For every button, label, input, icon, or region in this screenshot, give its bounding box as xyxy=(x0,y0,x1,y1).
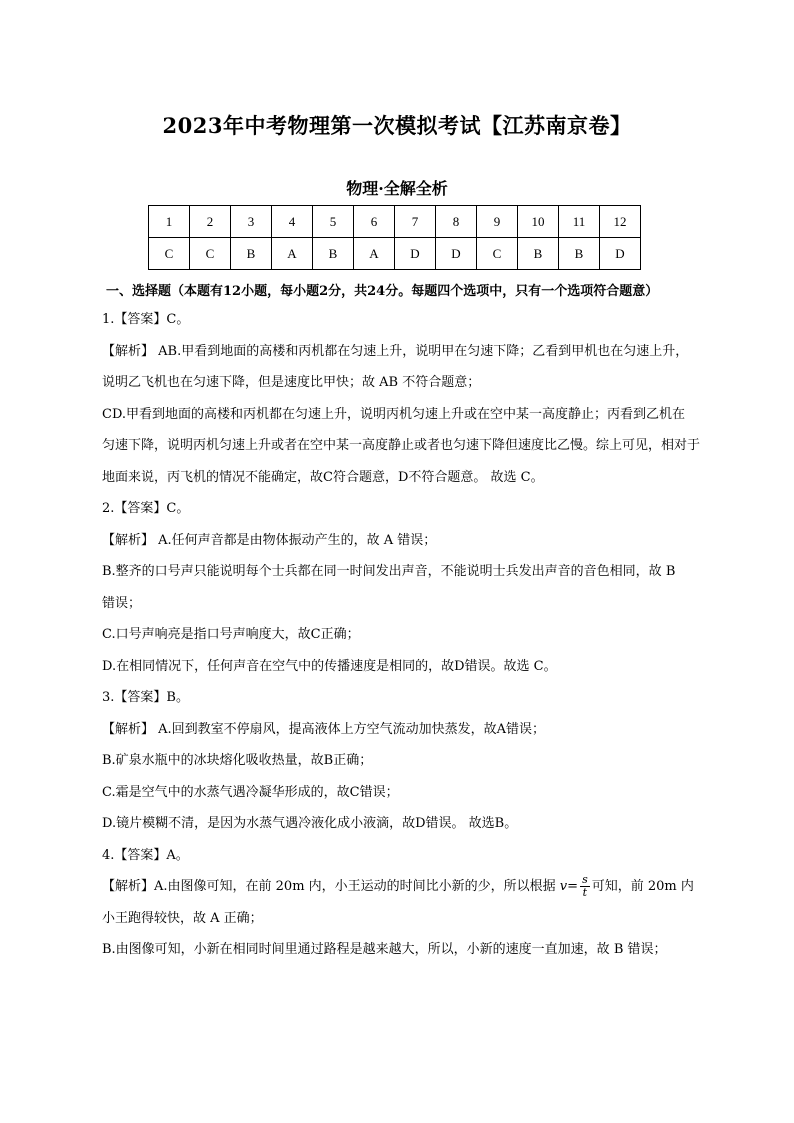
answer-cell: D xyxy=(395,238,436,270)
question-number-cell: 8 xyxy=(436,206,477,238)
analysis-text: 可知，前 20m 内 xyxy=(591,879,694,894)
answer-cell: B xyxy=(313,238,354,270)
analysis-line-with-formula xyxy=(102,871,706,903)
formula-denominator: t xyxy=(582,886,588,899)
formula-fraction xyxy=(580,874,590,899)
answer-table-answer-row xyxy=(149,238,641,270)
formula-numerator: s xyxy=(582,873,588,886)
question-number-cell: 11 xyxy=(559,206,600,238)
answer-cell: C xyxy=(190,238,231,270)
analysis-line: 匀速下降，说明丙机匀速上升或者在空中某一高度静止或者也匀速下降但速度比乙慢。综上可见，相对于 xyxy=(102,438,701,453)
question-number-cell: 3 xyxy=(231,206,272,238)
analysis-line: 地面来说，丙飞机的情况不能确定，故C符合题意，D不符合题意。 故选 C。 xyxy=(102,469,544,485)
question-number-cell: 6 xyxy=(354,206,395,238)
formula-velocity: v xyxy=(559,879,568,894)
analysis-line: 【解析】 A.任何声音都是由物体振动产生的，故 A 错误； xyxy=(102,532,437,548)
answer-line: 4.【答案】A。 xyxy=(102,847,189,863)
document-subtitle: 物理·全解全析 xyxy=(346,179,448,198)
analysis-text: 【解析】A.由图像可知，在前 20m 内，小王运动的时间比小新的少，所以根据 xyxy=(102,879,556,894)
answer-cell: C xyxy=(477,238,518,270)
analysis-line: 【解析】 A.回到教室不停扇风，提高液体上方空气流动加快蒸发，故A错误； xyxy=(102,721,546,737)
question-number-cell: 10 xyxy=(518,206,559,238)
answer-cell: D xyxy=(600,238,641,270)
question-number-cell: 4 xyxy=(272,206,313,238)
analysis-line: D.在相同情况下，任何声音在空气中的传播速度是相同的，故D错误。故选 C。 xyxy=(102,658,557,674)
analysis-line: B.矿泉水瓶中的冰块熔化吸收热量，故B正确； xyxy=(102,753,373,768)
question-number-cell: 1 xyxy=(149,206,190,238)
solution-body xyxy=(102,304,706,966)
question-number-cell: 7 xyxy=(395,206,436,238)
analysis-line: B.由图像可知，小新在相同时间里通过路程是越来越大，所以，小新的速度一直加速，故 B 错误； xyxy=(102,942,667,957)
answer-table-number-row xyxy=(149,206,641,238)
question-number-cell: 9 xyxy=(477,206,518,238)
question-number-cell: 12 xyxy=(600,206,641,238)
analysis-line: B.整齐的口号声只能说明每个士兵都在同一时间发出声音，不能说明士兵发出声音的音色相同，故 B xyxy=(102,564,676,579)
analysis-line: C.口号声响亮是指口号声响度大，故C正确； xyxy=(102,627,360,642)
answer-cell: B xyxy=(231,238,272,270)
analysis-line: 小王跑得较快，故 A 正确； xyxy=(102,910,263,926)
answer-cell: B xyxy=(518,238,559,270)
analysis-line: 错误； xyxy=(102,595,142,611)
analysis-line: CD.甲看到地面的高楼和丙机都在匀速上升，说明丙机匀速上升或在空中某一高度静止；丙看到乙机在 xyxy=(102,406,686,422)
analysis-line: D.镜片模糊不清，是因为水蒸气遇冷液化成小液滴，故D错误。 故选B。 xyxy=(102,816,518,831)
question-number-cell: 2 xyxy=(190,206,231,238)
answer-cell: B xyxy=(559,238,600,270)
section-heading: 一、选择题（本题有12小题，每小题2分，共24分。每题四个选项中，只有一个选项符合题意） xyxy=(106,284,659,299)
answer-line: 2.【答案】C。 xyxy=(102,501,190,516)
answer-line: 1.【答案】C。 xyxy=(102,312,190,327)
answer-cell: A xyxy=(354,238,395,270)
answer-cell: D xyxy=(436,238,477,270)
question-number-cell: 5 xyxy=(313,206,354,238)
document-title: 2023年中考物理第一次模拟考试【江苏南京卷】 xyxy=(162,113,632,138)
answer-table xyxy=(148,205,641,270)
analysis-line: C.霜是空气中的水蒸气遇冷凝华形成的，故C错误； xyxy=(102,784,399,800)
analysis-line: 【解析】 AB.甲看到地面的高楼和丙机都在匀速上升，说明甲在匀速下降；乙看到甲机也在匀速上升， xyxy=(102,343,689,359)
answer-cell: A xyxy=(272,238,313,270)
formula-equals: = xyxy=(567,879,579,894)
answer-cell: C xyxy=(149,238,190,270)
analysis-line: 说明乙飞机也在匀速下降，但是速度比甲快；故 AB 不符合题意； xyxy=(102,375,481,390)
answer-line: 3.【答案】B。 xyxy=(102,690,189,705)
